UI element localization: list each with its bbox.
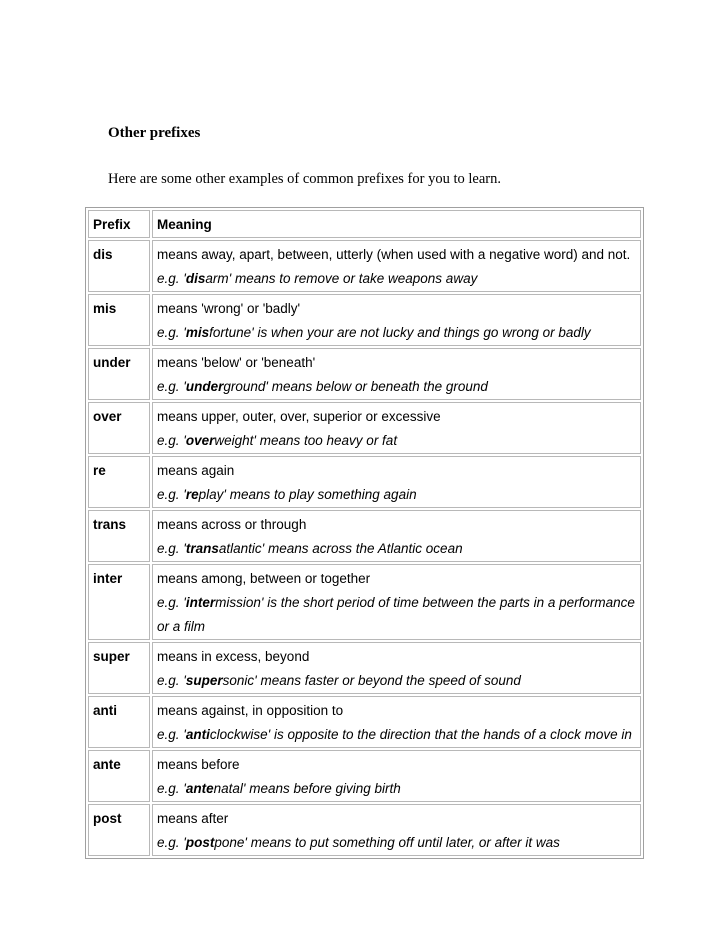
meaning-text: means away, apart, between, utterly (when used with a negative word) and not.	[157, 247, 631, 262]
meaning-cell	[152, 456, 641, 508]
example-bold-prefix: ante	[185, 781, 214, 796]
example-rest-text: natal' means before giving birth	[213, 781, 401, 796]
meaning-cell	[152, 348, 641, 400]
example-text	[157, 591, 637, 639]
table-row	[88, 402, 641, 454]
example-text	[157, 831, 637, 855]
prefix-cell: trans	[88, 510, 150, 562]
prefix-cell: under	[88, 348, 150, 400]
table-row	[88, 642, 641, 694]
prefix-cell: post	[88, 804, 150, 856]
meaning-text: means before	[157, 757, 240, 772]
table-row	[88, 294, 641, 346]
example-rest-text: play' means to play something again	[198, 487, 417, 502]
example-prefix-text: e.g. '	[157, 673, 186, 688]
example-rest-text: atlantic' means across the Atlantic ocean	[218, 541, 463, 556]
table-row	[88, 510, 641, 562]
table-row	[88, 348, 641, 400]
example-prefix-text: e.g. '	[157, 835, 186, 850]
prefix-cell: super	[88, 642, 150, 694]
example-text	[157, 537, 637, 561]
meaning-cell	[152, 696, 641, 748]
example-prefix-text: e.g. '	[157, 487, 186, 502]
prefix-cell: ante	[88, 750, 150, 802]
table-row	[88, 240, 641, 292]
example-text	[157, 777, 637, 801]
example-text	[157, 375, 637, 399]
prefix-table	[85, 207, 644, 859]
meaning-cell	[152, 402, 641, 454]
prefix-cell: dis	[88, 240, 150, 292]
example-prefix-text: e.g. '	[157, 433, 186, 448]
table-row	[88, 804, 641, 856]
meaning-cell	[152, 750, 641, 802]
table-row	[88, 564, 641, 640]
prefix-cell: inter	[88, 564, 150, 640]
meaning-text: means among, between or together	[157, 571, 371, 586]
meaning-cell	[152, 804, 641, 856]
example-bold-prefix: trans	[185, 541, 219, 556]
example-prefix-text: e.g. '	[157, 541, 186, 556]
example-text	[157, 321, 637, 345]
meaning-cell	[152, 240, 641, 292]
example-text	[157, 483, 637, 507]
example-bold-prefix: mis	[185, 325, 210, 340]
example-bold-prefix: re	[185, 487, 199, 502]
example-text	[157, 723, 637, 747]
example-bold-prefix: post	[185, 835, 215, 850]
table-body	[88, 240, 641, 856]
example-bold-prefix: dis	[185, 271, 206, 286]
meaning-text: means upper, outer, over, superior or excessive	[157, 409, 441, 424]
meaning-text: means in excess, beyond	[157, 649, 310, 664]
page-heading: Other prefixes	[108, 125, 201, 141]
table-row	[88, 456, 641, 508]
prefix-cell: re	[88, 456, 150, 508]
example-bold-prefix: inter	[185, 595, 216, 610]
example-prefix-text: e.g. '	[157, 595, 186, 610]
example-rest-text: arm' means to remove or take weapons away	[205, 271, 478, 286]
header-meaning: Meaning	[152, 210, 641, 238]
example-bold-prefix: super	[185, 673, 223, 688]
example-rest-text: weight' means too heavy or fat	[214, 433, 398, 448]
example-rest-text: fortune' is when your are not lucky and things go wrong or badly	[209, 325, 591, 340]
example-rest-text: mission' is the short period of time between the parts in a performance or a film	[157, 595, 635, 634]
meaning-cell	[152, 294, 641, 346]
example-prefix-text: e.g. '	[157, 379, 186, 394]
intro-paragraph: Here are some other examples of common prefixes for you to learn.	[108, 171, 501, 187]
table-row	[88, 750, 641, 802]
example-rest-text: clockwise' is opposite to the direction that the hands of a clock move in	[209, 727, 632, 742]
meaning-cell	[152, 510, 641, 562]
meaning-cell	[152, 642, 641, 694]
example-bold-prefix: anti	[185, 727, 210, 742]
example-text	[157, 267, 637, 291]
prefix-cell: mis	[88, 294, 150, 346]
example-prefix-text: e.g. '	[157, 325, 186, 340]
meaning-text: means across or through	[157, 517, 307, 532]
example-bold-prefix: under	[185, 379, 224, 394]
prefix-cell: over	[88, 402, 150, 454]
example-rest-text: sonic' means faster or beyond the speed of sound	[222, 673, 521, 688]
example-bold-prefix: over	[185, 433, 215, 448]
header-prefix: Prefix	[88, 210, 150, 238]
example-prefix-text: e.g. '	[157, 727, 186, 742]
table-header-row	[88, 210, 641, 238]
example-prefix-text: e.g. '	[157, 271, 186, 286]
example-prefix-text: e.g. '	[157, 781, 186, 796]
example-text	[157, 669, 637, 693]
meaning-cell	[152, 564, 641, 640]
table-row	[88, 696, 641, 748]
meaning-text: means 'below' or 'beneath'	[157, 355, 316, 370]
meaning-text: means 'wrong' or 'badly'	[157, 301, 301, 316]
meaning-text: means after	[157, 811, 229, 826]
meaning-text: means against, in opposition to	[157, 703, 344, 718]
example-rest-text: ground' means below or beneath the ground	[223, 379, 488, 394]
example-rest-text: pone' means to put something off until later, or after it was	[214, 835, 560, 850]
example-text	[157, 429, 637, 453]
prefix-cell: anti	[88, 696, 150, 748]
meaning-text: means again	[157, 463, 235, 478]
